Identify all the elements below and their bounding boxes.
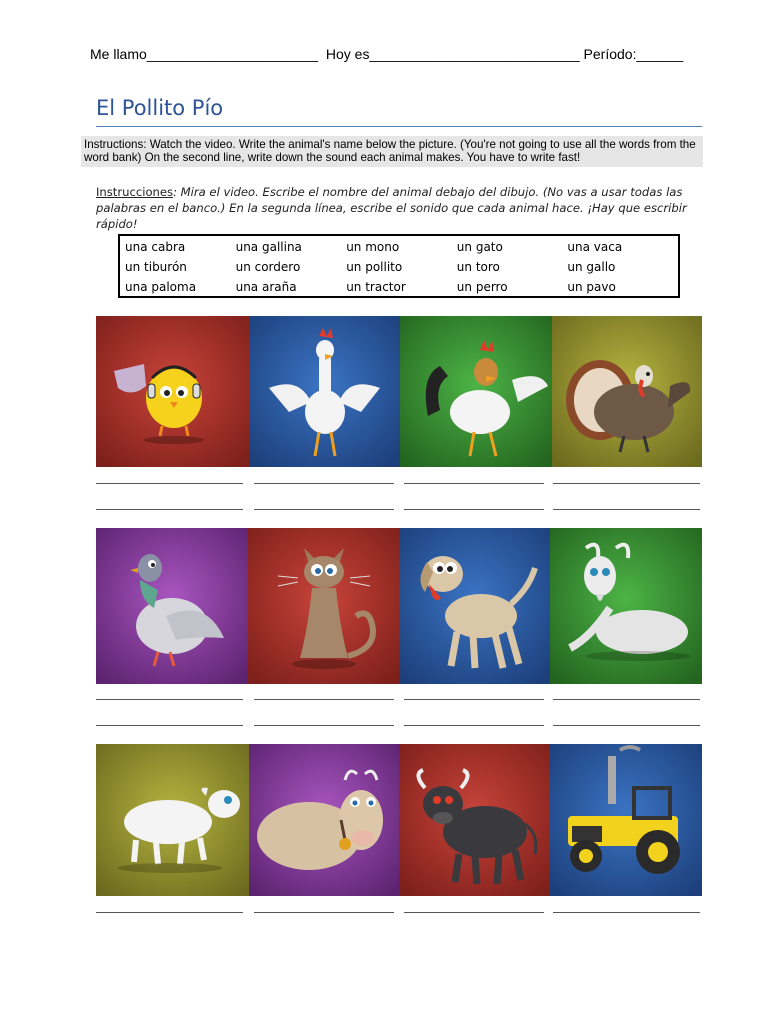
worksheet-title: El Pollito Pío bbox=[96, 96, 224, 120]
word-bank-item: un gato bbox=[456, 240, 503, 254]
sound-line[interactable] bbox=[254, 509, 394, 511]
word-bank-item: una gallina bbox=[235, 240, 302, 254]
word-bank-item: una paloma bbox=[125, 280, 197, 294]
sound-line[interactable] bbox=[553, 509, 700, 511]
goat-icon bbox=[550, 528, 702, 684]
word-bank-item: un tiburón bbox=[125, 260, 187, 274]
instructions-spanish-text: : Mira el video. Escribe el nombre del animal debajo del dibujo. (No vas a usar todas las palabras en el banco.) En la segunda línea, escribe el sonido que cada animal hace. ¡Hay que escribir rápido! bbox=[96, 185, 687, 231]
bull-icon bbox=[399, 744, 550, 896]
word-bank-item: un tractor bbox=[346, 280, 406, 294]
word-bank-item: una araña bbox=[235, 280, 297, 294]
rooster-icon bbox=[400, 316, 552, 467]
answer-line[interactable] bbox=[553, 699, 700, 701]
word-bank-item: un cordero bbox=[235, 260, 301, 274]
answer-line[interactable] bbox=[254, 912, 394, 914]
answer-line[interactable] bbox=[404, 912, 544, 914]
answer-line[interactable] bbox=[254, 699, 394, 701]
word-bank bbox=[118, 234, 680, 298]
answer-line[interactable] bbox=[254, 483, 394, 485]
dog-icon bbox=[399, 528, 550, 684]
chick-icon bbox=[96, 316, 249, 467]
word-bank-item: una vaca bbox=[567, 240, 623, 254]
word-bank-item: un toro bbox=[456, 260, 500, 274]
pigeon-icon bbox=[96, 528, 248, 684]
answer-line[interactable] bbox=[96, 912, 243, 914]
answer-line[interactable] bbox=[553, 912, 700, 914]
answer-line[interactable] bbox=[404, 483, 544, 485]
word-bank-item: un perro bbox=[456, 280, 508, 294]
answer-line[interactable] bbox=[404, 699, 544, 701]
turkey-icon bbox=[552, 316, 702, 467]
sound-line[interactable] bbox=[96, 725, 243, 727]
student-info-line[interactable]: Me llamo______________________ Hoy es___________________________ Período:______ bbox=[90, 46, 684, 62]
title-underline bbox=[96, 126, 702, 127]
cat-icon bbox=[248, 528, 399, 684]
word-bank-item: un pollito bbox=[346, 260, 403, 274]
answer-line[interactable] bbox=[96, 483, 243, 485]
answer-line[interactable] bbox=[553, 483, 700, 485]
sound-line[interactable] bbox=[404, 725, 544, 727]
answer-line[interactable] bbox=[96, 699, 243, 701]
word-bank-item: una cabra bbox=[125, 240, 186, 254]
sound-line[interactable] bbox=[553, 725, 700, 727]
sound-line[interactable] bbox=[254, 725, 394, 727]
word-bank-item: un mono bbox=[346, 240, 400, 254]
cow-icon bbox=[249, 744, 399, 896]
lamb-icon bbox=[96, 744, 249, 896]
sound-line[interactable] bbox=[404, 509, 544, 511]
hen-icon bbox=[249, 316, 400, 467]
word-bank-item: un pavo bbox=[567, 280, 616, 294]
instructions-english: Instructions: Watch the video. Write the animal's name below the picture. (You're not going to use all the words from the word bank) On the second line, write down the sound each animal makes. You have to write fast! bbox=[81, 136, 703, 167]
sound-line[interactable] bbox=[96, 509, 243, 511]
instructions-spanish-label: Instrucciones bbox=[96, 185, 174, 199]
word-bank-item: un gallo bbox=[567, 260, 616, 274]
instructions-spanish bbox=[96, 184, 708, 232]
tractor-icon bbox=[550, 744, 702, 896]
